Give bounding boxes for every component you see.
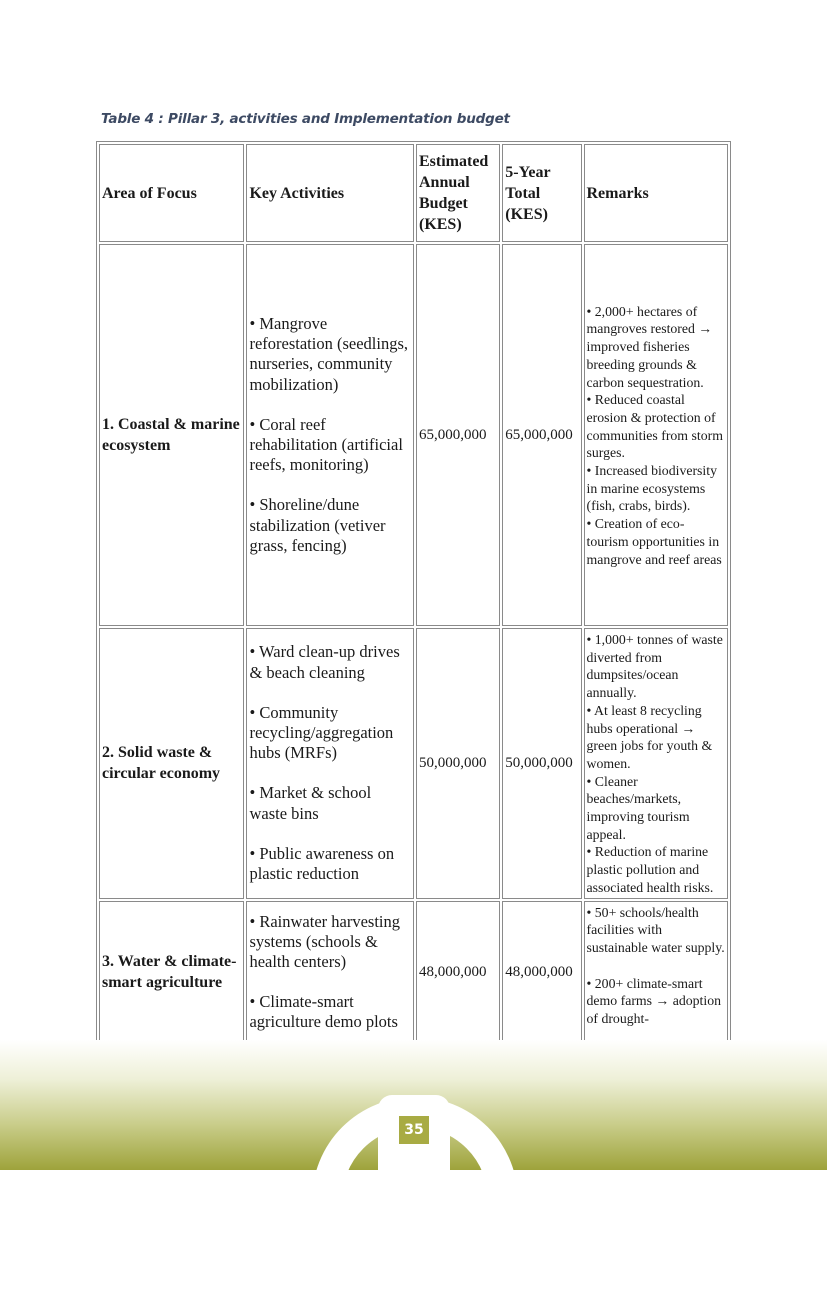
remark-item: • Creation of eco-tourism opportunities in mangrove and reef areas	[586, 516, 722, 567]
annual-budget-cell: 65,000,000	[416, 244, 500, 626]
activity-item: • Ward clean-up drives & beach cleaning	[249, 642, 400, 682]
annual-budget-cell: 50,000,000	[416, 628, 500, 899]
five-year-total-cell: 65,000,000	[502, 244, 581, 626]
activity-item: • Climate-smart agriculture demo plots	[249, 992, 398, 1032]
activity-item: • Rainwater harvesting systems (schools & health centers)	[249, 911, 401, 971]
page-number: 35	[399, 1116, 429, 1144]
activity-item: • Coral reef rehabilitation (artificial reefs, monitoring)	[249, 414, 403, 475]
remark-item: • Reduction of marine plastic pollution and associated health risks.	[586, 844, 714, 895]
header-five-year-total: 5-Year Total (KES)	[502, 144, 581, 242]
table-row	[99, 628, 728, 899]
table-row	[99, 244, 728, 626]
activities-cell	[246, 901, 414, 1044]
remark-item: • Cleaner beaches/markets, improving tourism appeal.	[586, 773, 690, 842]
activity-item: • Community recycling/aggregation hubs (MRFs)	[249, 702, 394, 763]
five-year-total-cell: 50,000,000	[502, 628, 581, 899]
remark-item: • Reduced coastal erosion & protection of communities from storm surges.	[586, 392, 723, 461]
remark-item: • 1,000+ tonnes of waste diverted from dumpsites/ocean annually.	[586, 632, 723, 701]
table-caption: Table 4 : Pillar 3, activities and Implementation budget	[101, 111, 510, 127]
area-cell: 2. Solid waste & circular economy	[99, 628, 244, 899]
activity-item: • Public awareness on plastic reduction	[249, 843, 395, 883]
header-remarks: Remarks	[584, 144, 729, 242]
activity-item: • Mangrove reforestation (seedlings, nurseries, community mobilization)	[249, 313, 408, 394]
activities-cell	[246, 244, 414, 626]
area-cell: 1. Coastal & marine ecosystem	[99, 244, 244, 626]
annual-budget-cell: 48,000,000	[416, 901, 500, 1044]
remarks-cell	[584, 244, 729, 626]
header-annual-budget: Estimated Annual Budget (KES)	[416, 144, 500, 242]
area-cell: 3. Water & climate-smart agriculture	[99, 901, 244, 1044]
remark-item: • Increased biodiversity in marine ecosystems (fish, crabs, birds).	[586, 463, 717, 514]
header-key-activities: Key Activities	[246, 144, 414, 242]
activity-item: • Market & school waste bins	[249, 783, 372, 823]
remark-item: • 2,000+ hectares of mangroves restored → improved fisheries breeding grounds & carbon sequestration.	[586, 303, 713, 390]
remark-item: • At least 8 recycling hubs operational → green jobs for youth & women.	[586, 702, 713, 771]
header-area-of-focus: Area of Focus	[99, 144, 244, 242]
budget-table	[96, 141, 731, 1047]
remarks-cell	[584, 628, 729, 899]
remark-item: • 200+ climate-smart demo farms → adoption of drought-	[586, 975, 721, 1027]
activity-item: • Shoreline/dune stabilization (vetiver grass, fencing)	[249, 495, 386, 555]
table-header-row	[99, 144, 728, 242]
five-year-total-cell: 48,000,000	[502, 901, 581, 1044]
remarks-cell	[584, 901, 729, 1044]
activities-cell	[246, 628, 414, 899]
remark-item: • 50+ schools/health facilities with sustainable water supply.	[586, 904, 725, 955]
table-row	[99, 901, 728, 1044]
